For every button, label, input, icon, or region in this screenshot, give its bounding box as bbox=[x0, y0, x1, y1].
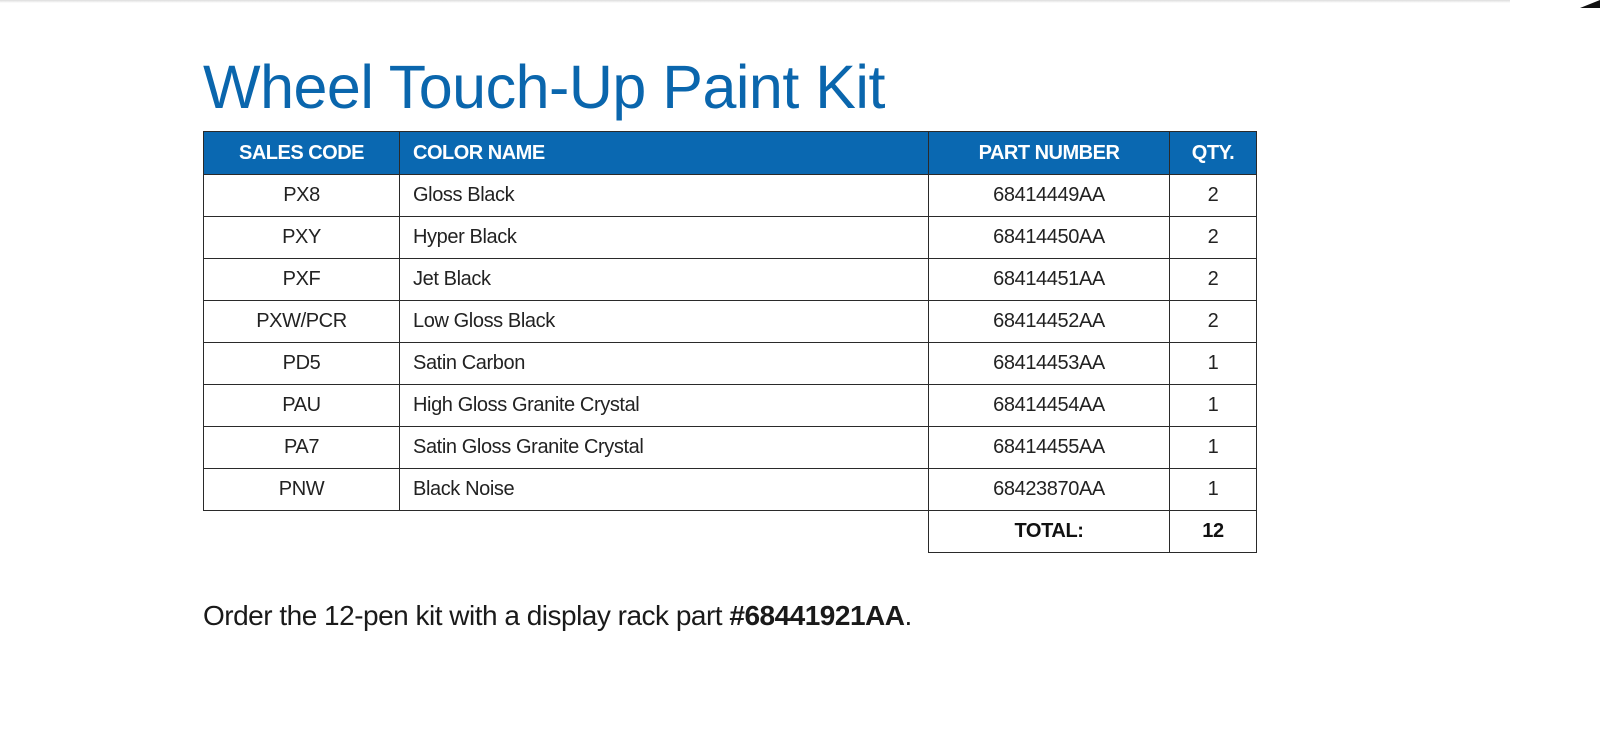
sales-code-cell: PD5 bbox=[204, 343, 400, 385]
table-header-row bbox=[204, 132, 1257, 175]
header-sales-code: SALES CODE bbox=[204, 132, 400, 175]
part-number-cell: 68414451AA bbox=[929, 259, 1170, 301]
color-name-cell: Hyper Black bbox=[400, 217, 929, 259]
qty-cell: 1 bbox=[1170, 427, 1257, 469]
sales-code-cell: PAU bbox=[204, 385, 400, 427]
total-spacer bbox=[400, 511, 929, 553]
sales-code-cell: PXY bbox=[204, 217, 400, 259]
color-name-cell: Satin Gloss Granite Crystal bbox=[400, 427, 929, 469]
page-title: Wheel Touch-Up Paint Kit bbox=[203, 53, 885, 121]
part-number-cell: 68414450AA bbox=[929, 217, 1170, 259]
table-row bbox=[204, 175, 1257, 217]
table-row bbox=[204, 259, 1257, 301]
sales-code-cell: PNW bbox=[204, 469, 400, 511]
total-row bbox=[204, 511, 1257, 553]
part-number-cell: 68414455AA bbox=[929, 427, 1170, 469]
table-row bbox=[204, 427, 1257, 469]
color-name-cell: Black Noise bbox=[400, 469, 929, 511]
table-row bbox=[204, 217, 1257, 259]
color-name-cell: Gloss Black bbox=[400, 175, 929, 217]
sales-code-cell: PA7 bbox=[204, 427, 400, 469]
order-note-text: Order the 12-pen kit with a display rack part bbox=[203, 600, 730, 631]
color-name-cell: Jet Black bbox=[400, 259, 929, 301]
qty-cell: 2 bbox=[1170, 259, 1257, 301]
part-number-cell: 68414449AA bbox=[929, 175, 1170, 217]
qty-cell: 1 bbox=[1170, 469, 1257, 511]
sales-code-cell: PXW/PCR bbox=[204, 301, 400, 343]
qty-cell: 1 bbox=[1170, 385, 1257, 427]
paint-kit-table bbox=[203, 131, 1257, 553]
qty-cell: 2 bbox=[1170, 301, 1257, 343]
total-qty: 12 bbox=[1170, 511, 1257, 553]
table-row bbox=[204, 385, 1257, 427]
corner-arrow-icon bbox=[1576, 0, 1600, 8]
table-row bbox=[204, 343, 1257, 385]
color-name-cell: Satin Carbon bbox=[400, 343, 929, 385]
qty-cell: 2 bbox=[1170, 175, 1257, 217]
part-number-cell: 68414454AA bbox=[929, 385, 1170, 427]
order-note bbox=[203, 600, 912, 632]
color-name-cell: High Gloss Granite Crystal bbox=[400, 385, 929, 427]
display-rack-part-number: #68441921AA bbox=[729, 600, 905, 631]
order-note-end: . bbox=[904, 600, 912, 631]
qty-cell: 1 bbox=[1170, 343, 1257, 385]
header-color-name: COLOR NAME bbox=[400, 132, 929, 175]
total-label: TOTAL: bbox=[929, 511, 1170, 553]
header-qty: QTY. bbox=[1170, 132, 1257, 175]
color-name-cell: Low Gloss Black bbox=[400, 301, 929, 343]
sales-code-cell: PX8 bbox=[204, 175, 400, 217]
qty-cell: 2 bbox=[1170, 217, 1257, 259]
table-row bbox=[204, 301, 1257, 343]
header-part-number: PART NUMBER bbox=[929, 132, 1170, 175]
part-number-cell: 68414452AA bbox=[929, 301, 1170, 343]
sales-code-cell: PXF bbox=[204, 259, 400, 301]
part-number-cell: 68423870AA bbox=[929, 469, 1170, 511]
part-number-cell: 68414453AA bbox=[929, 343, 1170, 385]
top-shadow bbox=[0, 0, 1510, 3]
total-spacer bbox=[204, 511, 400, 553]
table-row bbox=[204, 469, 1257, 511]
